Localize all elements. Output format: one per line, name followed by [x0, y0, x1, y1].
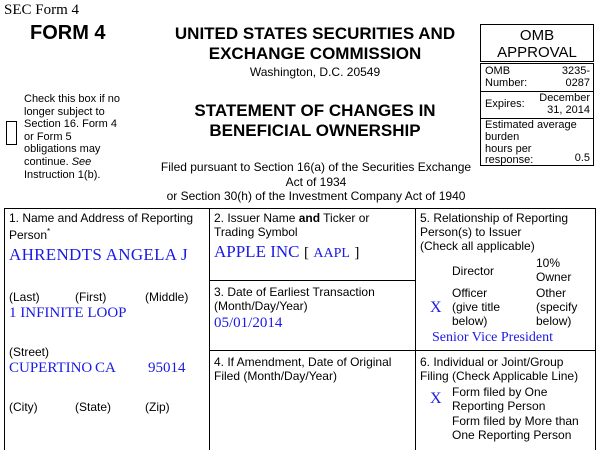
officer-label: [452, 286, 500, 328]
street-value: 1 INFINITE LOOP: [9, 305, 127, 321]
checkbox-text-line: Instruction 1(b).: [24, 168, 101, 181]
one-reporting-person-label: [452, 385, 547, 413]
and-text: and: [298, 211, 321, 225]
sec-form-label: SEC Form 4: [4, 2, 80, 18]
officer-title: Senior Vice President: [432, 330, 553, 345]
director-label: Director: [452, 264, 495, 278]
statement-title: [150, 101, 480, 141]
statement-line-2: BENEFICIAL OWNERSHIP: [209, 121, 421, 140]
street-label: (Street): [9, 345, 50, 359]
omb-number-label: [485, 66, 527, 90]
box3-label-line-1: 3. Date of Earliest Transaction: [214, 285, 375, 299]
agency-location: Washington, D.C. 20549: [249, 65, 381, 79]
city-label: (City): [9, 400, 38, 414]
column-divider: [415, 208, 416, 450]
omb-number-value: [562, 66, 590, 90]
omb-approval-title: [481, 27, 593, 61]
city-value: CUPERTINO: [9, 360, 93, 376]
state-value: CA: [95, 360, 116, 376]
omb-hours-line-2: response:: [485, 154, 534, 167]
box6-label-line-1: 6. Individual or Joint/Group: [420, 355, 564, 369]
omb-title-line-1: OMB: [519, 27, 555, 44]
ten-pct-line-2: Owner: [536, 270, 572, 284]
row-divider: [209, 350, 416, 351]
bracket-open: [: [303, 245, 309, 261]
box5-label-line-1: 5. Relationship of Reporting: [420, 211, 569, 225]
box3-label-line-2: (Month/Day/Year): [214, 299, 308, 313]
more-line-1: Form filed by More than: [452, 414, 579, 428]
filed-line-2: Act of 1934: [285, 174, 347, 189]
other-line-3: below): [536, 314, 572, 328]
box5-label: [420, 211, 568, 253]
section16-instructions: [24, 93, 120, 181]
section16-checkbox[interactable]: [6, 121, 17, 145]
box2-label-line-2: Trading Symbol: [214, 225, 298, 239]
agency-line-1: UNITED STATES SECURITIES AND: [174, 24, 456, 43]
box2-label-line-1: [214, 211, 369, 225]
other-label: [536, 286, 577, 328]
checkbox-text-line: Check this box if no: [24, 93, 120, 105]
more-reporting-persons-label: [452, 414, 579, 442]
issuer-ticker-line: [214, 242, 359, 262]
box6-label-line-2: Filing (Check Applicable Line): [420, 369, 579, 383]
officer-line-1: Officer: [452, 286, 488, 300]
officer-check-mark: X: [430, 299, 442, 316]
reporting-person-name: AHRENDTS ANGELA J: [9, 245, 188, 264]
omb-expires-value: [539, 93, 590, 117]
filed-line-3: or Section 30(h) of the Investment Company Act of 1940: [166, 189, 466, 203]
box1-label: [9, 211, 193, 242]
checkbox-text-line: longer subject to: [24, 105, 105, 118]
ticker-text: Ticker or: [320, 211, 370, 225]
agency-line-2: EXCHANGE COMMISSION: [208, 44, 422, 63]
omb-number-value-1: 3235-: [561, 65, 590, 77]
officer-line-2: (give title: [452, 300, 501, 314]
other-line-1: Other: [536, 286, 567, 300]
omb-number-label-1: OMB: [485, 65, 511, 77]
form-title: FORM 4: [30, 22, 106, 44]
zip-label: (Zip): [145, 400, 170, 414]
last-label: (Last): [9, 290, 40, 304]
omb-burden-line-1: Estimated average: [485, 119, 577, 131]
omb-expires-label: Expires:: [485, 98, 525, 110]
box2-label: [214, 211, 369, 239]
one-line-2: Reporting Person: [452, 399, 546, 413]
bracket-close: ]: [354, 245, 360, 261]
one-reporting-person-mark: X: [430, 390, 442, 407]
omb-hours-line-1: hours per: [485, 142, 532, 155]
one-line-1: Form filed by One: [452, 385, 548, 399]
box5-label-line-2: Person(s) to Issuer: [420, 225, 522, 239]
checkbox-text-line: or Form 5: [24, 130, 72, 143]
other-line-2: (specify: [536, 300, 578, 314]
omb-burden-label: [485, 120, 577, 167]
asterisk: *: [47, 227, 51, 236]
row-divider: [415, 350, 596, 351]
omb-number-value-2: 0287: [565, 76, 590, 89]
statement-line-1: STATEMENT OF CHANGES IN: [194, 101, 436, 120]
issuer-name: APPLE INC: [214, 242, 300, 261]
omb-approval-title-box: [480, 24, 594, 62]
box3-label: [214, 285, 375, 313]
issuer-name-text: 2. Issuer Name: [214, 211, 299, 225]
ten-pct-line-1: 10%: [536, 256, 561, 270]
omb-expires-value-1: December: [539, 92, 590, 104]
checkbox-text-line: Section 16. Form 4: [24, 118, 117, 131]
middle-label: (Middle): [145, 290, 189, 304]
box5-label-line-3: (Check all applicable): [420, 239, 535, 253]
earliest-transaction-date: 05/01/2014: [214, 315, 283, 331]
first-label: (First): [75, 290, 107, 304]
more-line-2: One Reporting Person: [452, 428, 572, 442]
box4-label: [214, 355, 391, 383]
filed-pursuant: [120, 160, 512, 204]
continue-text: continue.: [24, 155, 72, 168]
omb-hours-value: 0.5: [574, 152, 590, 164]
ticker-symbol: AAPL: [313, 246, 350, 261]
box6-label: [420, 355, 578, 383]
omb-number-label-2: Number:: [485, 76, 528, 89]
see-text: See: [71, 155, 92, 168]
box4-label-line-1: 4. If Amendment, Date of Original: [214, 355, 392, 369]
omb-title-line-2: APPROVAL: [497, 44, 577, 61]
zip-value: 95014: [148, 360, 186, 376]
row-divider: [209, 280, 416, 281]
officer-line-3: below): [452, 314, 488, 328]
box4-label-line-2: Filed (Month/Day/Year): [214, 369, 337, 383]
omb-details-box: [480, 63, 594, 166]
state-label: (State): [75, 400, 112, 414]
ten-percent-owner-label: [536, 256, 571, 284]
box1-label-line-2: [9, 225, 193, 242]
checkbox-text-line: [24, 156, 120, 169]
box1-label-line-1: 1. Name and Address of Reporting: [9, 211, 194, 225]
column-divider: [209, 208, 210, 450]
omb-expires-value-2: 31, 2014: [547, 103, 590, 116]
agency-name: [150, 24, 480, 64]
omb-burden-line-2: burden: [485, 130, 520, 143]
person-text: Person: [9, 228, 48, 242]
filed-line-1: Filed pursuant to Section 16(a) of the Securities Exchange: [160, 160, 472, 174]
checkbox-text-line: obligations may: [24, 143, 101, 156]
